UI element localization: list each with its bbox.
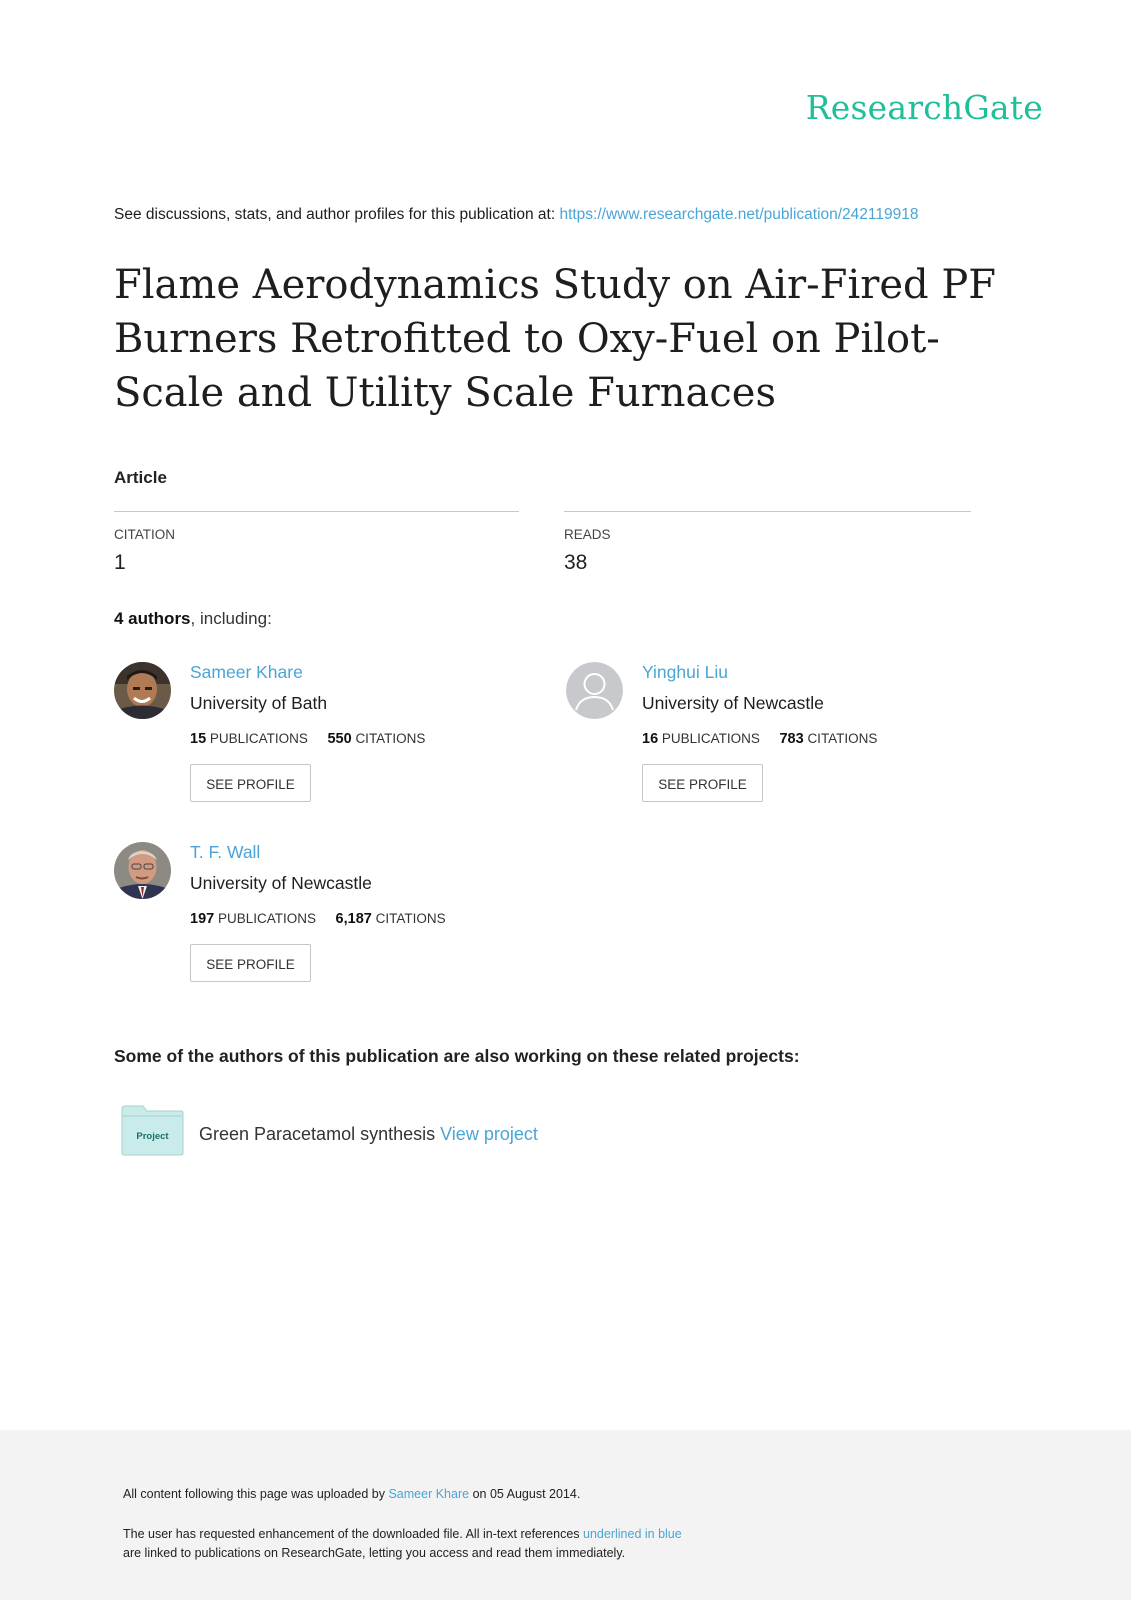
see-profile-button[interactable]: SEE PROFILE — [642, 764, 763, 802]
author-card — [114, 662, 534, 812]
download-footer — [0, 1430, 1131, 1600]
author-card — [114, 842, 534, 992]
see-profile-button[interactable]: SEE PROFILE — [190, 944, 311, 982]
publications-count: 15 — [190, 731, 207, 747]
publications-label: PUBLICATIONS — [661, 731, 760, 746]
citations-count: 550 — [327, 731, 352, 747]
uploader-link[interactable]: Sameer Khare — [388, 1487, 470, 1501]
reads-divider — [564, 511, 971, 512]
see-discussions-text: See discussions, stats, and author profiles for this publication at: — [114, 206, 556, 223]
authors-summary — [114, 609, 272, 629]
author-institution: University of Newcastle — [190, 873, 372, 893]
upload-suffix: on 05 August 2014. — [472, 1487, 581, 1501]
project-folder-icon[interactable] — [121, 1105, 184, 1156]
publications-label: PUBLICATIONS — [209, 731, 308, 746]
author-stats — [190, 731, 425, 747]
authors-count: 4 authors — [114, 609, 191, 628]
default-avatar-icon[interactable] — [566, 662, 623, 719]
project-item — [199, 1124, 538, 1145]
citation-divider — [114, 511, 519, 512]
publication-link-line — [114, 206, 919, 224]
author-institution: University of Newcastle — [642, 693, 824, 713]
view-project-link[interactable]: View project — [440, 1124, 538, 1144]
enhancement-note — [123, 1525, 682, 1563]
citations-label: CITATIONS — [355, 731, 426, 746]
author-name-link[interactable]: Sameer Khare — [190, 662, 303, 682]
citations-count: 783 — [779, 731, 804, 747]
researchgate-logo[interactable]: ResearchGate — [805, 88, 1043, 127]
author-name-link[interactable]: Yinghui Liu — [642, 662, 728, 682]
upload-info — [123, 1487, 580, 1501]
reads-count: 38 — [564, 551, 588, 574]
citations-count: 6,187 — [335, 911, 372, 927]
publication-type: Article — [114, 468, 167, 487]
enhancement-suffix: are linked to publications on ResearchGate, letting you access and read them immediately. — [123, 1546, 626, 1560]
publication-title: Flame Aerodynamics Study on Air-Fired PF Burners Retrofitted to Oxy-Fuel on Pilot-Scale and Utility Scale Furnaces — [114, 262, 997, 416]
author-photo-icon[interactable] — [114, 842, 171, 899]
citations-label: CITATIONS — [807, 731, 878, 746]
publications-count: 16 — [642, 731, 659, 747]
citation-label: CITATION — [114, 527, 175, 542]
publications-count: 197 — [190, 911, 215, 927]
project-name: Green Paracetamol synthesis — [199, 1124, 436, 1144]
author-name-link[interactable]: T. F. Wall — [190, 842, 261, 862]
related-projects-heading: Some of the authors of this publication are also working on these related projects: — [114, 1046, 800, 1066]
enhancement-prefix: The user has requested enhancement of the downloaded file. All in-text references — [123, 1527, 580, 1541]
see-profile-button[interactable]: SEE PROFILE — [190, 764, 311, 802]
project-icon-label: Project — [136, 1131, 169, 1142]
publications-label: PUBLICATIONS — [217, 911, 316, 926]
upload-prefix: All content following this page was uploaded by — [123, 1487, 385, 1501]
authors-including: , including: — [190, 609, 272, 628]
author-stats — [190, 911, 446, 927]
author-institution: University of Bath — [190, 693, 328, 713]
citation-count: 1 — [114, 551, 126, 574]
publication-url-link[interactable]: https://www.researchgate.net/publication/242119918 — [559, 206, 919, 223]
underlined-in-blue-link[interactable]: underlined in blue — [583, 1527, 682, 1541]
author-card — [566, 662, 986, 812]
author-photo-icon[interactable] — [114, 662, 171, 719]
reads-label: READS — [564, 527, 611, 542]
author-stats — [642, 731, 877, 747]
citations-label: CITATIONS — [375, 911, 446, 926]
